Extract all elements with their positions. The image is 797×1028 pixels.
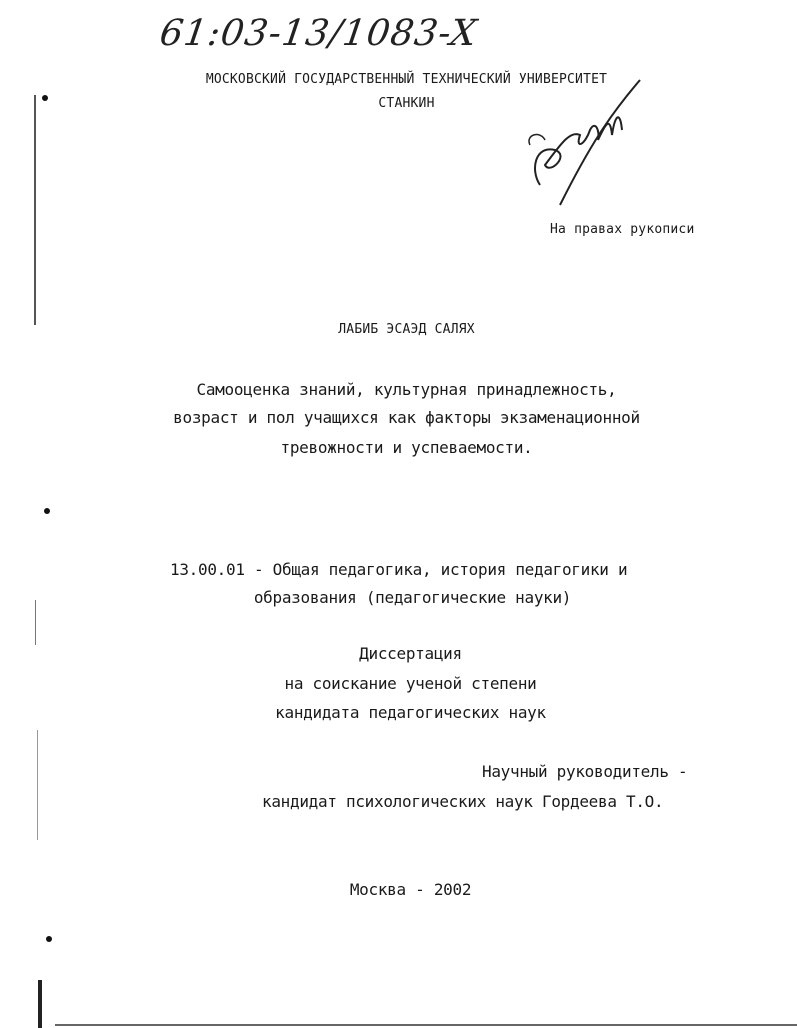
scan-edge-line xyxy=(34,95,36,325)
university-name: МОСКОВСКИЙ ГОСУДАРСТВЕННЫЙ ТЕХНИЧЕСКИЙ УНИВЕРСИТЕТ xyxy=(205,72,608,87)
rights-note: На правах рукописи xyxy=(550,222,695,237)
archive-number: 61:03-13/1083-X xyxy=(157,13,480,54)
university-short: СТАНКИН xyxy=(378,96,435,111)
supervisor-label: Научный руководитель - xyxy=(482,762,688,781)
scan-dot xyxy=(46,936,52,942)
dissertation-label: Диссертация xyxy=(359,644,462,663)
specialty-line-2: образования (педагогические науки) xyxy=(253,588,572,607)
scan-edge-line xyxy=(38,980,42,1028)
scan-dot xyxy=(44,508,50,514)
specialty-line-1: 13.00.01 - Общая педагогика, история педагогики и xyxy=(170,560,628,579)
title-line-2: возраст и пол учащихся как факторы экзаменационной xyxy=(173,408,640,427)
degree-line-2: кандидата педагогических наук xyxy=(275,703,546,722)
city-year: Москва - 2002 xyxy=(349,880,472,899)
scan-bottom-line xyxy=(55,1024,797,1026)
title-line-1: Самооценка знаний, культурная принадлежность, xyxy=(196,380,617,399)
author-name: ЛАБИБ ЭСАЭД САЛЯХ xyxy=(338,322,475,337)
supervisor-name: кандидат психологических наук Гордеева Т.О. xyxy=(262,792,664,811)
title-line-3: тревожности и успеваемости. xyxy=(280,438,533,457)
degree-line-1: на соискание ученой степени xyxy=(284,674,537,693)
scan-edge-line xyxy=(37,730,38,840)
